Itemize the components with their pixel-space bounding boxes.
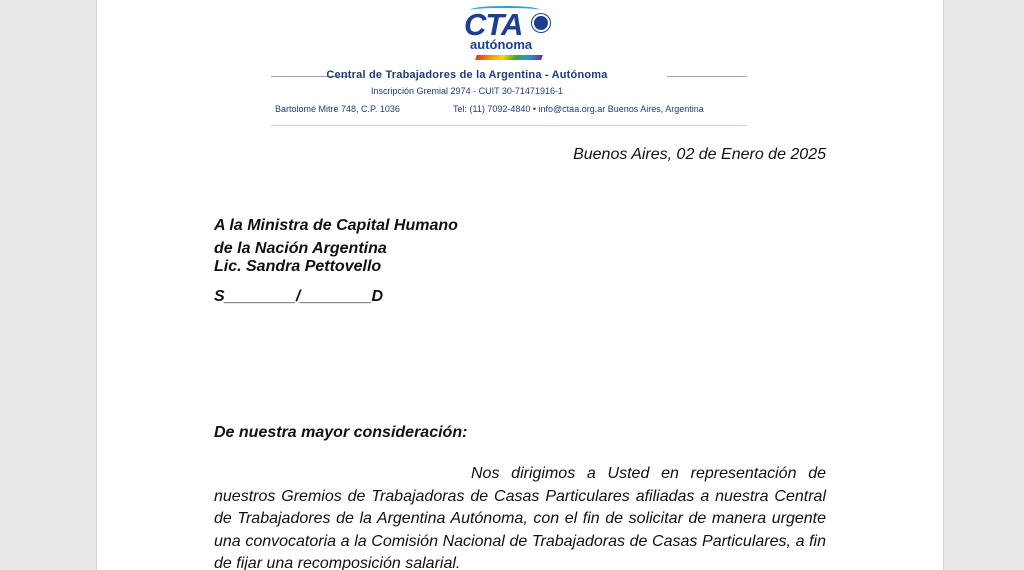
letter-greeting: De nuestra mayor consideración: (214, 424, 468, 441)
header-divider (271, 125, 747, 126)
letter-date: Buenos Aires, 02 de Enero de 2025 (573, 146, 826, 163)
logo-sun-icon (534, 16, 548, 30)
header-rule-right (667, 76, 747, 77)
cta-logo (464, 4, 554, 64)
organization-name: Central de Trabajadores de la Argentina - Autónoma (326, 69, 608, 81)
recipient-sd-line: S________/________D (214, 288, 384, 305)
recipient-line-1: A la Ministra de Capital Humano (214, 217, 458, 234)
logo-color-stripe (475, 55, 543, 60)
letter-body-paragraph: Nos dirigimos a Usted en representación de nuestros Gremios de Trabajadoras de Casas Particulares afiliadas a nuestra Central de Trabajadores de la Argentina Autónoma, con el fin de solicitar de manera urgente una convocatoria a la Comisión Nacional de Trabajadoras de Casas Particulares, a fin de fijar una recomposición salarial. (214, 465, 826, 570)
organization-address: Bartolomé Mitre 748, C.P. 1036 (275, 104, 400, 114)
organization-registration: Inscripción Gremial 2974 - CUIT 30-71471916-1 (371, 86, 563, 96)
logo-text: CTA (464, 7, 523, 42)
recipient-line-3: Lic. Sandra Pettovello (214, 258, 382, 275)
organization-contact: Tel: (11) 7092-4840 • info@ctaa.org.ar Buenos Aires, Argentina (453, 104, 704, 114)
logo-subtitle: autónoma (470, 37, 533, 52)
document-page (96, 0, 944, 570)
recipient-line-2: de la Nación Argentina (214, 240, 387, 257)
